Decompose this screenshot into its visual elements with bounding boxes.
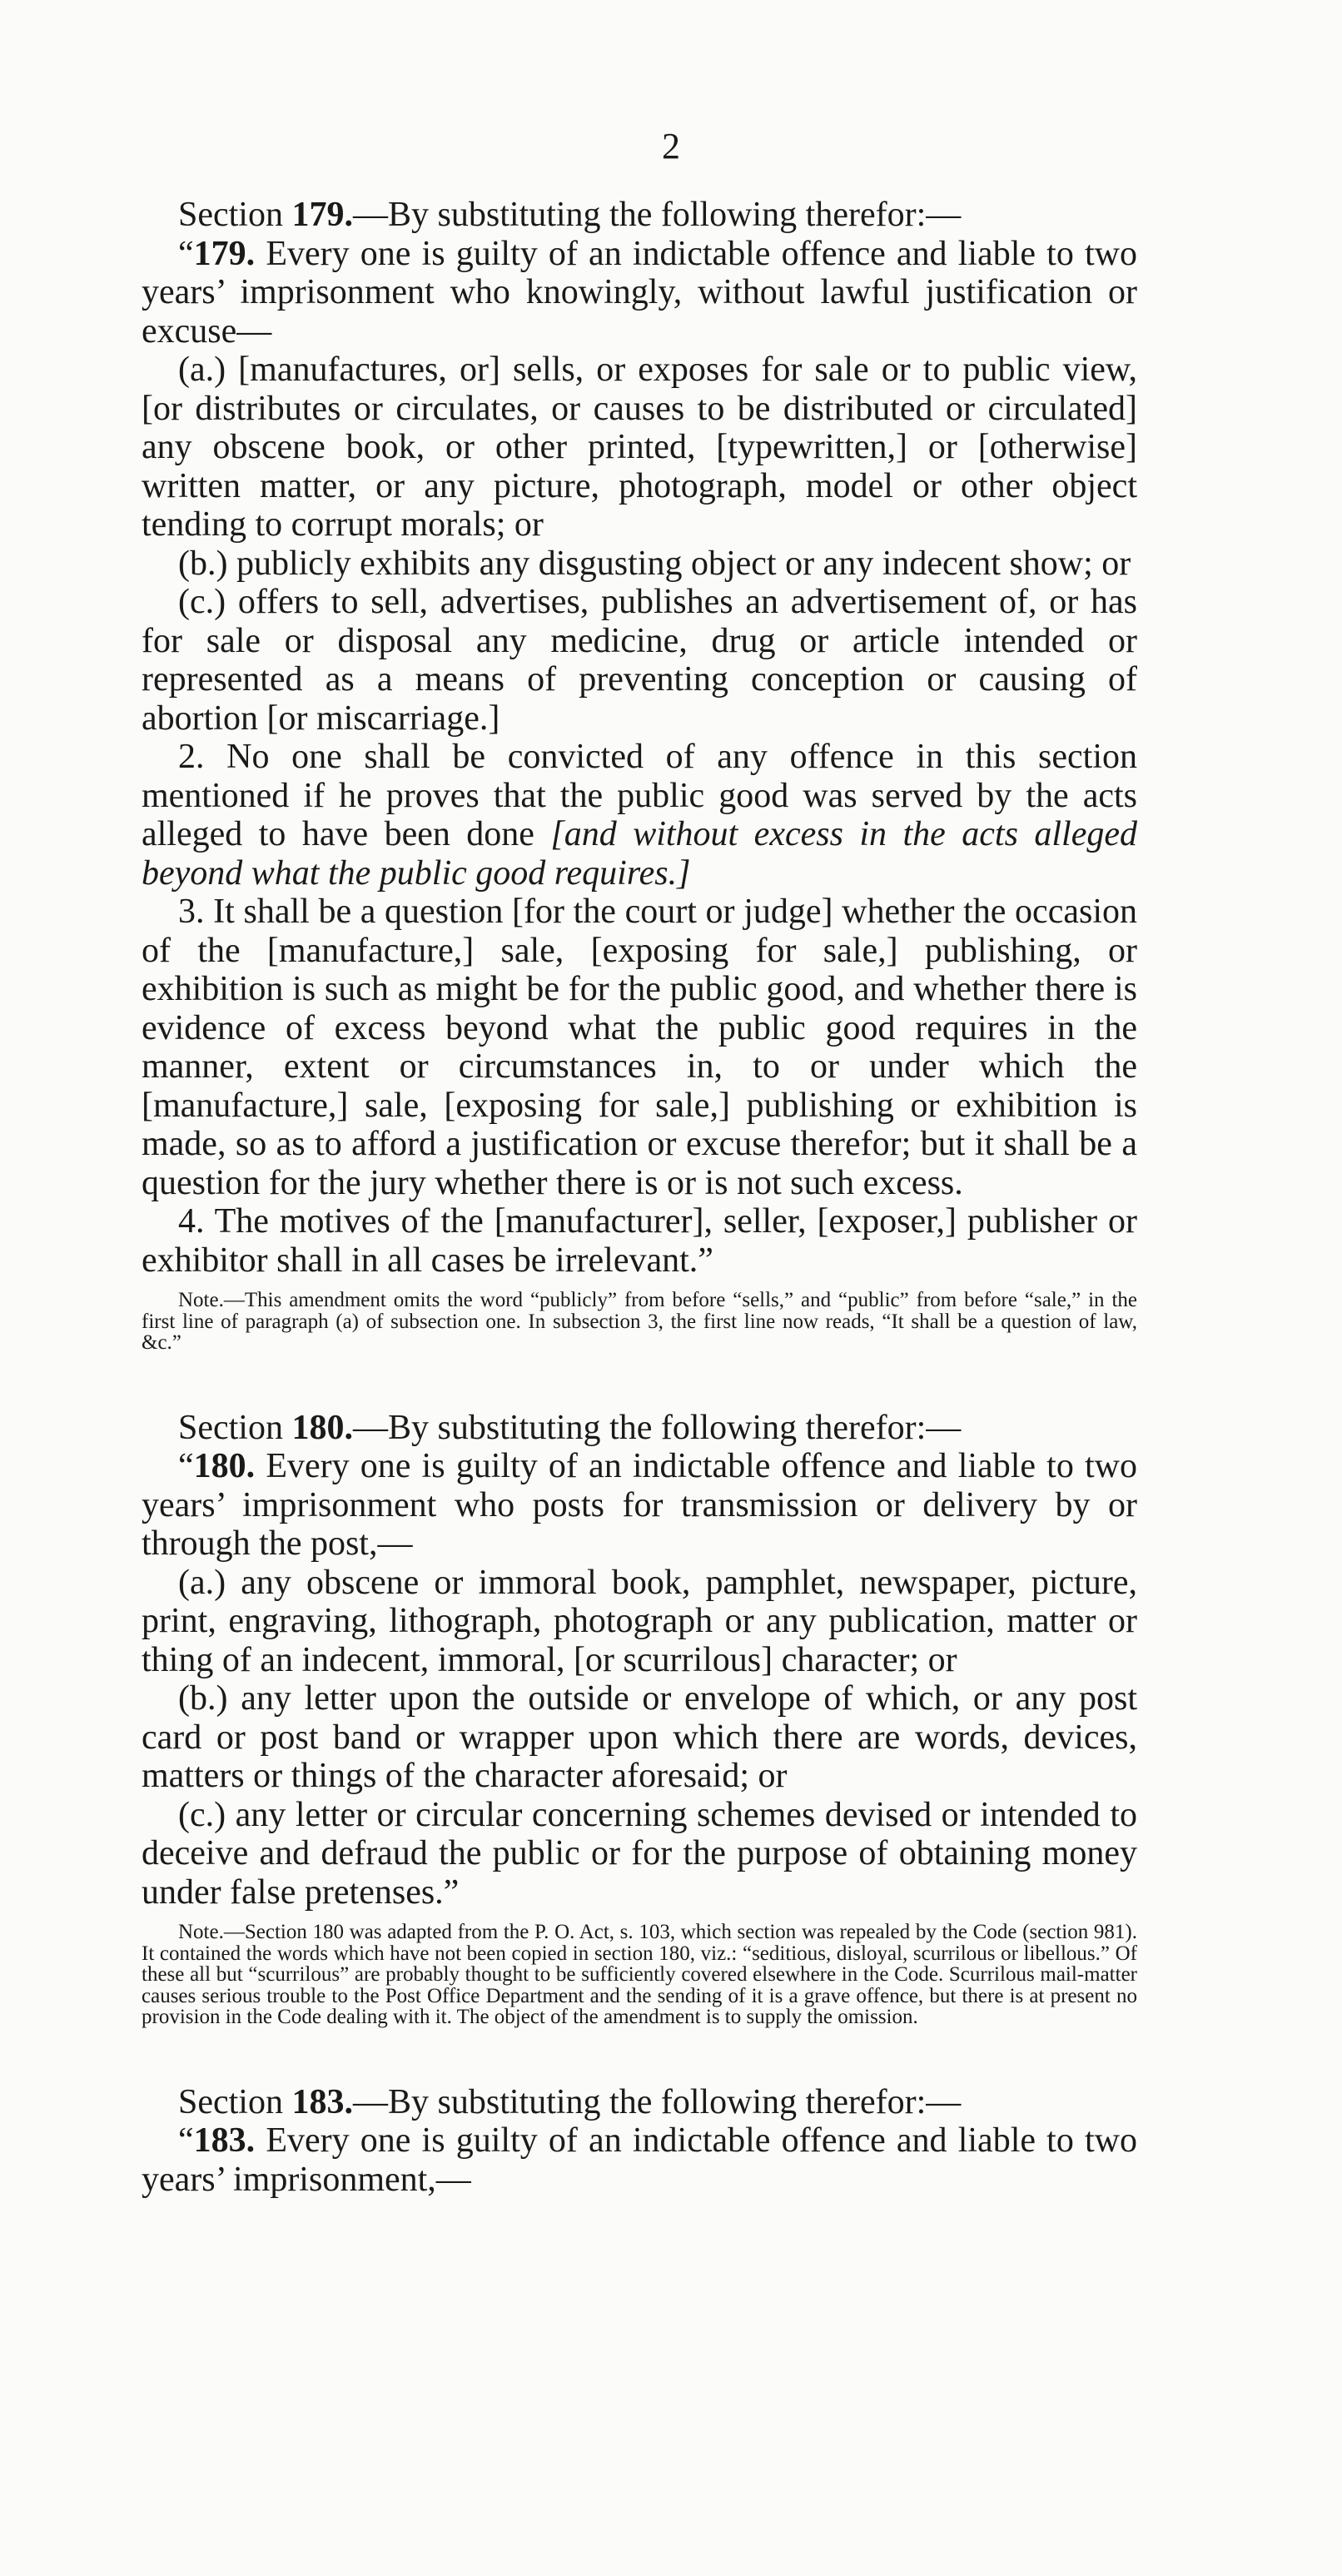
subsection-3: 3. It shall be a question [for the court or judge] whether the occasion of the [manufacture,] sale, [exposing for sale,] publishing, or exhibition is such as might be for the public good, and whether there is evidence of excess beyond what the public good requires in the manner, extent or circumstances in, to or under which the [manufacture,] sale, [exposing for sale,] publishing or exhibition is made, so as to afford a justification or excuse therefor; but it shall be a question for the jury whether there is or is not such excess. [142, 893, 1137, 1202]
clause-c: (c.) offers to sell, advertises, publishes an advertisement of, or has for sale or disposal any medicine, drug or article intended or represented as a means of preventing conception or causing of abortion [or miscarriage.] [142, 583, 1137, 738]
clause-a: (a.) any obscene or immoral book, pamphlet, newspaper, picture, print, engraving, lithograph, photograph or any publication, matter or thing of an indecent, immoral, [or scurrilous] character; or [142, 1563, 1137, 1679]
clause-c: (c.) any letter or circular concerning schemes devised or intended to deceive and defraud the public or for the purpose of obtaining money under false pretenses.” [142, 1795, 1137, 1912]
clause-b: (b.) any letter upon the outside or envelope of which, or any post card or post band or wrapper upon which there are words, devices, matters or things of the character aforesaid; or [142, 1679, 1137, 1795]
subsection-4: 4. The motives of the [manufacturer], seller, [exposer,] publisher or exhibitor shall in all cases be irrelevant.” [142, 1202, 1137, 1280]
page-number: 2 [662, 126, 680, 167]
section-lead: “179. Every one is guilty of an indictable offence and liable to two years’ imprisonment who knowingly, without lawful justification or excuse— [142, 234, 1137, 351]
section-lead: “180. Every one is guilty of an indictable offence and liable to two years’ imprisonment who posts for transmission or delivery by or through the post,— [142, 1447, 1137, 1563]
section-spacer [142, 2028, 1137, 2083]
section-note: Note.—Section 180 was adapted from the P. O. Act, s. 103, which section was repealed by the Code (section 981). It contained the words which have not been copied in section 180, viz.: “seditious, disloyal, scurrilous or libellous.” Of these all but “scurrilous” are probably thought to be sufficiently covered elsewhere in the Code. Scurrilous mail-matter causes serious trouble to the Post Office Department and the sending of it is a grave offence, but there is at present no provision in the Code dealing with it. The object of the amendment is to supply the omission. [142, 1921, 1137, 2028]
document-body [142, 196, 1137, 2199]
subsection-2: 2. No one shall be convicted of any offence in this section mentioned if he proves that the public good was served by the acts alleged to have been done [and without excess in the acts alleged beyond what the public good requires.] [142, 738, 1137, 893]
section-heading: Section 180.—By substituting the following therefor:— [178, 1408, 962, 1447]
section-heading: Section 179.—By substituting the following therefor:— [178, 196, 962, 234]
clause-a: (a.) [manufactures, or] sells, or exposes for sale or to public view, [or distributes or circulates, or causes to be distributed or circulated] any obscene book, or other printed, [typewritten,] or [otherwise] written matter, or any picture, photograph, model or other object tending to corrupt morals; or [142, 351, 1137, 544]
section-179 [142, 196, 1137, 1354]
clause-b: (b.) publicly exhibits any disgusting object or any indecent show; or [178, 544, 1131, 583]
section-180 [142, 1409, 1137, 2028]
section-spacer [142, 1354, 1137, 1409]
section-183 [142, 2083, 1137, 2200]
section-lead: “183. Every one is guilty of an indictable offence and liable to two years’ imprisonment,— [142, 2121, 1137, 2199]
section-note: Note.—This amendment omits the word “publicly” from before “sells,” and “public” from before “sale,” in the first line of paragraph (a) of subsection one. In subsection 3, the first line now reads, “It shall be a question of law, &c.” [142, 1289, 1137, 1354]
section-heading: Section 183.—By substituting the following therefor:— [178, 2082, 962, 2121]
